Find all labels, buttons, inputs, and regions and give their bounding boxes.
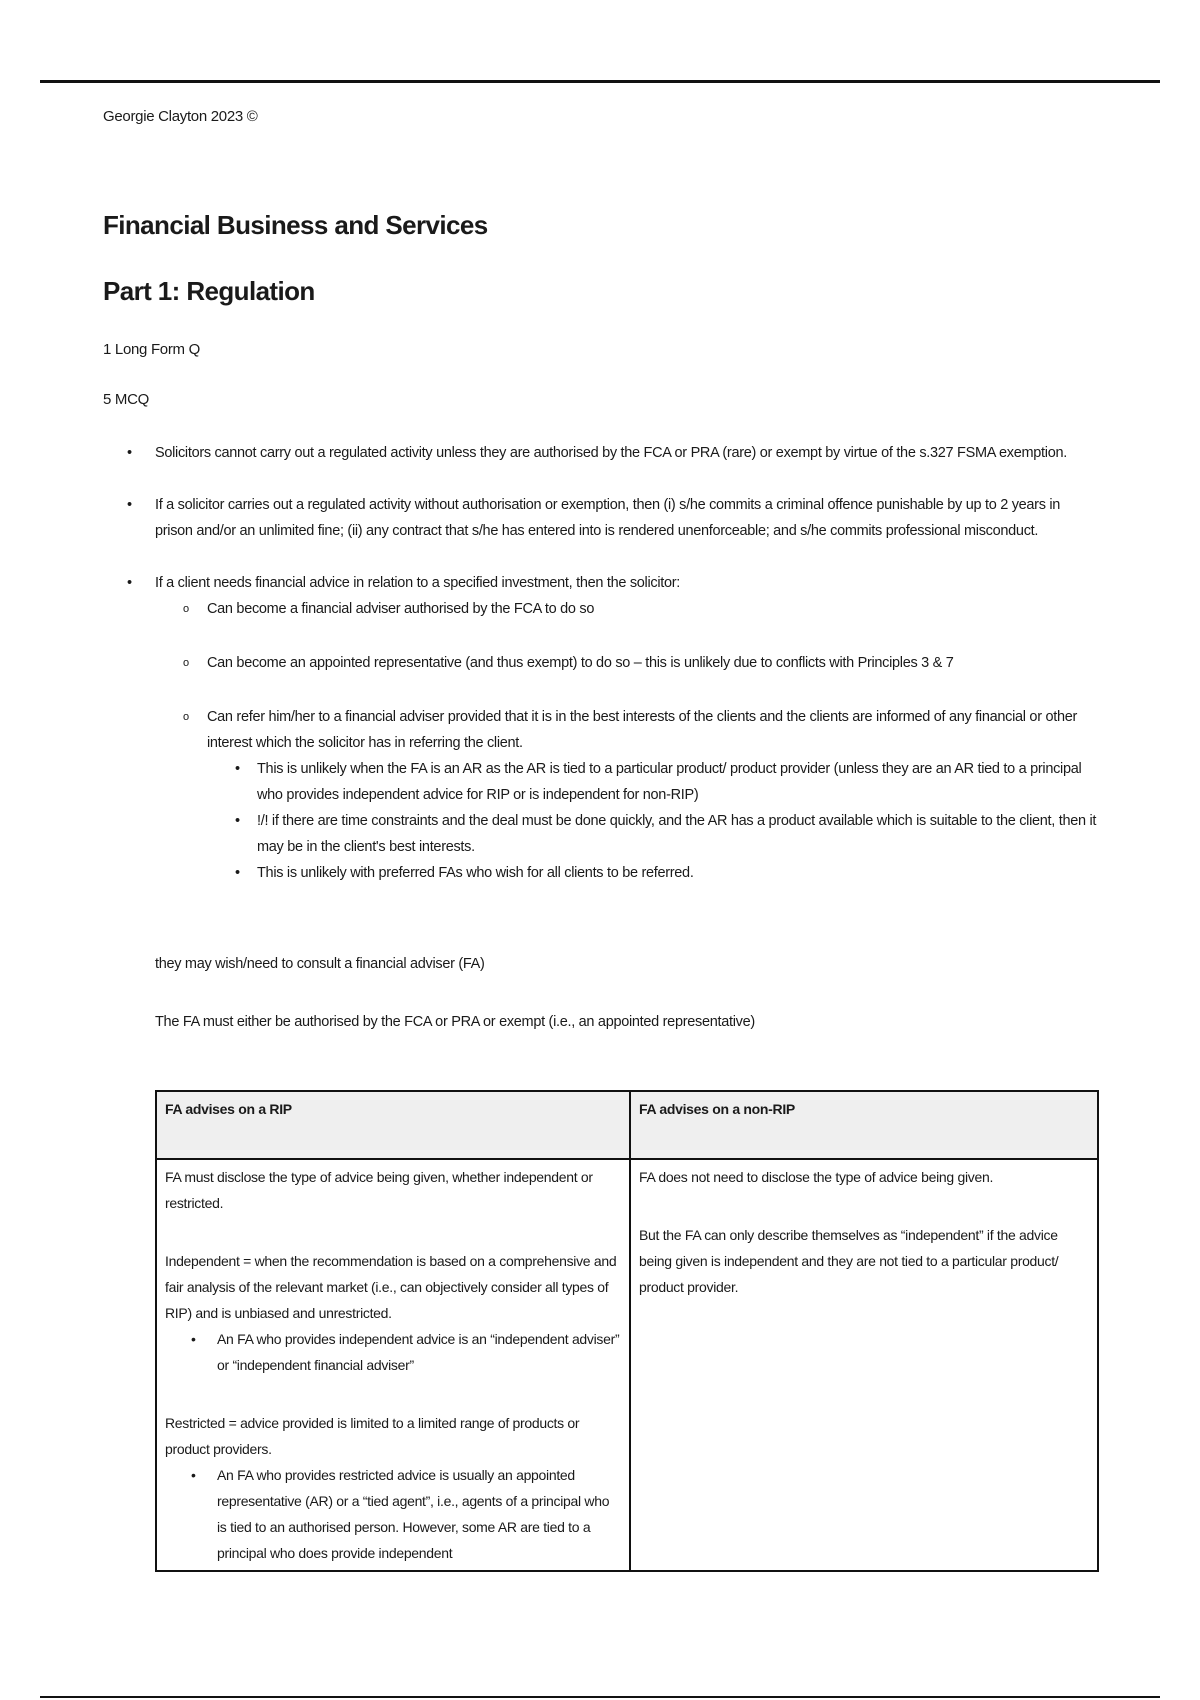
fa-authorisation-paragraph: The FA must either be authorised by the FCA or PRA or exempt (i.e., an appointed representative) bbox=[155, 1014, 755, 1030]
bullet-text: If a solicitor carries out a regulated activity without authorisation or exemption, then (i) s/he commits a criminal offence punishable by up to 2 years in prison and/or an unlimited fine; (ii) any contract that s/he has entered into is rendered unenforceable; and s/he commits professional misconduct. bbox=[155, 497, 1061, 539]
solicitor-options-list bbox=[155, 596, 1100, 886]
cell-point-list bbox=[165, 1462, 621, 1566]
sub-list-item bbox=[155, 704, 1100, 886]
cell-paragraph: But the FA can only describe themselves as “independent” if the advice being given is independent and they are not tied to a particular product/ product provider. bbox=[639, 1227, 1059, 1295]
sub-sub-list-text: This is unlikely with preferred FAs who wish for all clients to be referred. bbox=[257, 865, 694, 881]
sub-sub-list-item bbox=[207, 860, 1100, 886]
sub-list-text: Can refer him/her to a financial adviser provided that it is in the best interests of the clients and the clients are informed of any financial or other interest which the solicitor has in referring the client. bbox=[207, 709, 1077, 751]
bullet-item bbox=[100, 570, 1100, 886]
sub-list-item bbox=[155, 650, 1100, 676]
cell-point-list bbox=[165, 1326, 621, 1378]
question-count-long-form: 1 Long Form Q bbox=[103, 341, 200, 358]
sub-sub-list-text: !/! if there are time constraints and the deal must be done quickly, and the AR has a product available which is suitable to the client, then it may be in the client's best interests. bbox=[257, 813, 1097, 855]
referral-points-list bbox=[207, 756, 1100, 886]
cell-paragraph: Restricted = advice provided is limited to a limited range of products or product providers. bbox=[165, 1415, 580, 1457]
sub-list-text: Can become an appointed representative (and thus exempt) to do so – this is unlikely due to conflicts with Principles 3 & 7 bbox=[207, 655, 954, 671]
part-title: Part 1: Regulation bbox=[103, 276, 315, 306]
sub-sub-list-item bbox=[207, 808, 1100, 860]
cell-point: • An FA who provides independent advice is an “independent adviser” or “independent financial adviser” bbox=[165, 1326, 621, 1378]
sub-list-item bbox=[155, 596, 1100, 622]
table-row bbox=[156, 1159, 1098, 1571]
bullet-item bbox=[100, 440, 1100, 466]
sub-sub-list-item bbox=[207, 756, 1100, 808]
fa-consult-paragraph: they may wish/need to consult a financial adviser (FA) bbox=[155, 956, 485, 972]
bullet-text: If a client needs financial advice in relation to a specified investment, then the solicitor: bbox=[155, 575, 681, 591]
question-count-mcq: 5 MCQ bbox=[103, 391, 150, 408]
cell-point: • An FA who provides restricted advice is usually an appointed representative (AR) or a “tied agent”, i.e., agents of a principal who is tied to an authorised person. However, some AR are tied to a principal who does provide independent bbox=[165, 1462, 621, 1566]
table-header-non-rip: FA advises on a non-RIP bbox=[630, 1091, 1098, 1159]
document-title: Financial Business and Services bbox=[103, 210, 488, 240]
table-cell-non-rip bbox=[630, 1159, 1098, 1571]
cell-paragraph: Independent = when the recommendation is based on a comprehensive and fair analysis of the relevant market (i.e., can objectively consider all types of RIP) and is unbiased and unrestricted. bbox=[165, 1253, 617, 1321]
copyright-notice: Georgie Clayton 2023 © bbox=[103, 108, 258, 125]
top-rule bbox=[40, 80, 1160, 83]
bullet-text: Solicitors cannot carry out a regulated activity unless they are authorised by the FCA or PRA (rare) or exempt by virtue of the s.327 FSMA exemption. bbox=[155, 445, 1067, 461]
regulation-bullet-list bbox=[100, 440, 1100, 912]
bullet-item bbox=[100, 492, 1100, 544]
table-header-row bbox=[156, 1091, 1098, 1159]
sub-list-text: Can become a financial adviser authorised by the FCA to do so bbox=[207, 601, 595, 617]
cell-paragraph: FA must disclose the type of advice being given, whether independent or restricted. bbox=[165, 1169, 593, 1211]
table-header-rip: FA advises on a RIP bbox=[156, 1091, 630, 1159]
cell-paragraph: FA does not need to disclose the type of advice being given. bbox=[639, 1169, 994, 1185]
sub-sub-list-text: This is unlikely when the FA is an AR as the AR is tied to a particular product/ product provider (unless they are an AR tied to a principal who provides independent advice for RIP or is independent for non-RIP) bbox=[257, 761, 1082, 803]
table-cell-rip bbox=[156, 1159, 630, 1571]
fa-advice-comparison-table bbox=[155, 1090, 1099, 1572]
bottom-rule bbox=[40, 1696, 1160, 1698]
